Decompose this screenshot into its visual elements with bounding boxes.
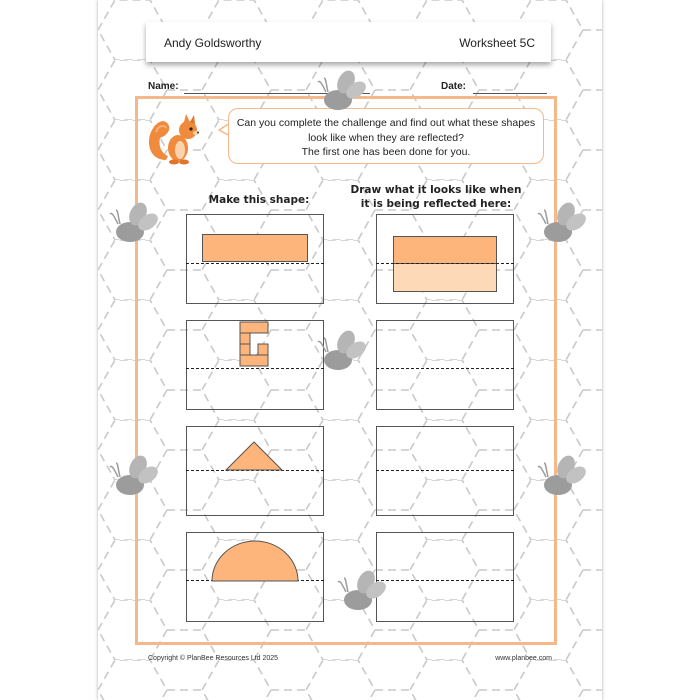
mirror-line-2	[186, 368, 324, 369]
bee-watermark-icon	[536, 202, 586, 248]
instruction-line-1: Can you complete the challenge and find out what these shapes	[236, 117, 536, 129]
bee-watermark-icon	[316, 70, 366, 116]
right-heading-line-2: it is being reflected here:	[360, 198, 512, 210]
instruction-line-3: The first one has been done for you.	[301, 146, 471, 158]
bee-watermark-icon	[108, 455, 158, 501]
right-column-heading	[346, 183, 526, 211]
date-label: Date:	[441, 81, 467, 92]
bee-watermark-icon	[108, 202, 158, 248]
name-label: Name:	[148, 81, 179, 92]
right-heading-line-1: Draw what it looks like when	[350, 184, 522, 196]
mirror-line-1-right	[376, 263, 514, 264]
e-letter-shape	[238, 320, 272, 368]
rectangle-reflection	[393, 264, 497, 292]
triangle-shape	[224, 440, 284, 472]
instruction-text	[229, 116, 543, 160]
mirror-line-1	[186, 263, 324, 264]
rectangle-shape	[202, 234, 308, 262]
mirror-line-3-right	[376, 470, 514, 471]
bee-watermark-icon	[316, 330, 366, 376]
worksheet-number: Worksheet 5C	[459, 36, 535, 50]
copyright-text: Copyright © PlanBee Resources Ltd 2025	[148, 655, 279, 662]
bee-watermark-icon	[336, 570, 386, 616]
left-column-heading: Make this shape:	[208, 194, 310, 206]
website-link[interactable]: www.planbee.com	[495, 655, 552, 662]
date-field[interactable]	[473, 93, 547, 94]
reflection-box-2[interactable]	[376, 320, 514, 410]
author-title: Andy Goldsworthy	[164, 36, 262, 50]
semicircle-shape	[210, 539, 300, 583]
mirror-line-4-right	[376, 580, 514, 581]
reflection-box-4[interactable]	[376, 532, 514, 622]
instruction-line-2: look like when they are reflected?	[308, 131, 464, 144]
reflection-box-3[interactable]	[376, 426, 514, 516]
mirror-line-2-right	[376, 368, 514, 369]
worksheet-page	[98, 0, 602, 700]
bee-watermark-icon	[536, 455, 586, 501]
rectangle-shape-original	[393, 236, 497, 264]
header-banner	[146, 22, 551, 62]
squirrel-icon	[144, 110, 206, 168]
